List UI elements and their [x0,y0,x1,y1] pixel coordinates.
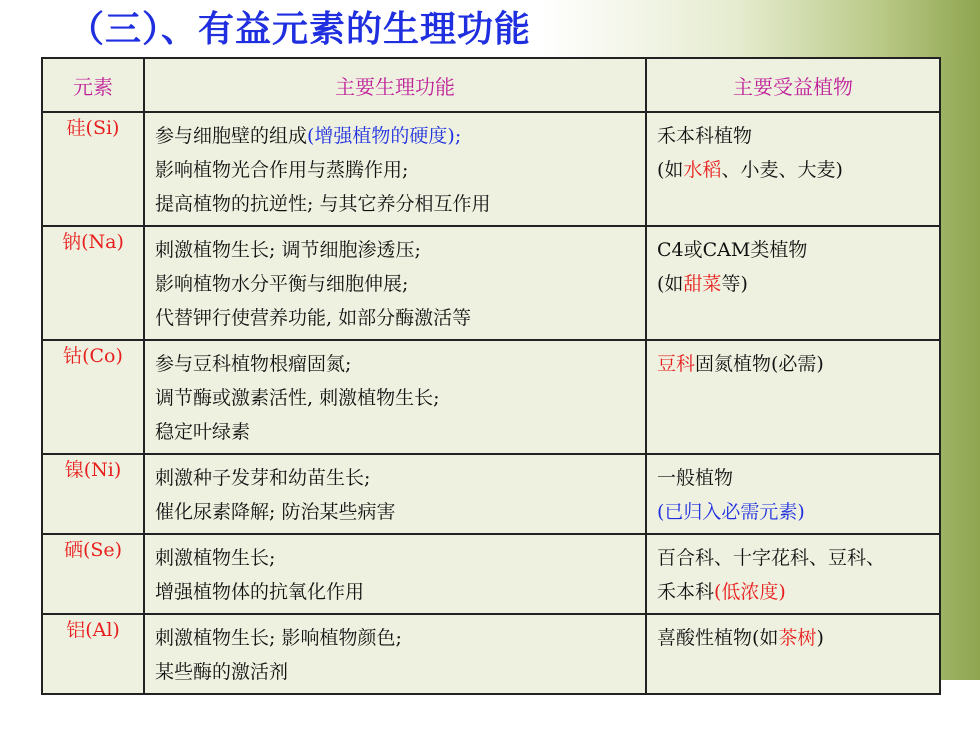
highlight-text: (低浓度) [714,581,786,603]
plants-line: 禾本科植物 [657,125,753,147]
function-line: 刺激植物生长; 影响植物颜色; [155,627,402,649]
function-line: 增强植物体的抗氧化作用 [155,581,365,603]
highlight-text: 甜菜 [683,273,722,295]
function-line: 参与细胞壁的组成(增强植物的硬度); [155,125,462,147]
element-cell: 钴(Co) [42,340,144,454]
table-row [42,340,940,454]
table-row [42,534,940,614]
function-line: 调节酶或激素活性, 刺激植物生长; [155,387,440,409]
plants-line: 一般植物 [657,467,734,489]
plants-line: 禾本科(低浓度) [657,581,786,603]
plants-line: 百合科、十字花科、豆科、 [657,547,886,569]
element-cell: 铝(Al) [42,614,144,694]
function-line: 稳定叶绿素 [155,421,251,443]
function-line: 提高植物的抗逆性; 与其它养分相互作用 [155,193,491,215]
function-line: 代替钾行使营养功能, 如部分酶激活等 [155,307,472,329]
function-cell [144,614,646,694]
plants-line: 喜酸性植物(如茶树) [657,627,824,649]
plants-cell [646,614,940,694]
table-row [42,454,940,534]
slide-title: （三）、有益元素的生理功能 [68,9,532,50]
plants-cell [646,340,940,454]
plants-cell [646,112,940,226]
function-cell [144,112,646,226]
plants-cell [646,226,940,340]
header-plants: 主要受益植物 [646,58,940,112]
function-line: 影响植物光合作用与蒸腾作用; [155,159,409,181]
highlight-text: 水稻 [683,159,722,181]
element-cell: 钠(Na) [42,226,144,340]
plants-cell [646,534,940,614]
header-row [42,58,940,112]
function-cell [144,226,646,340]
highlight-text: 茶树 [778,627,817,649]
function-line: 催化尿素降解; 防治某些病害 [155,501,396,523]
element-cell: 硒(Se) [42,534,144,614]
function-line: 影响植物水分平衡与细胞伸展; [155,273,409,295]
function-line: 某些酶的激活剂 [155,661,289,683]
header-function: 主要生理功能 [144,58,646,112]
table-row [42,112,940,226]
table-row [42,226,940,340]
plants-line: (如水稻、小麦、大麦) [657,159,843,181]
plants-cell [646,454,940,534]
function-line: 刺激植物生长; [155,547,276,569]
highlight-text: 豆科 [657,353,696,375]
table-row [42,614,940,694]
highlight-text: (增强植物的硬度); [307,125,462,147]
function-cell [144,534,646,614]
function-cell [144,340,646,454]
function-line: 刺激种子发芽和幼苗生长; [155,467,371,489]
plants-line: (如甜菜等) [657,273,748,295]
function-cell [144,454,646,534]
plants-line: C4或CAM类植物 [657,239,808,261]
element-cell: 硅(Si) [42,112,144,226]
beneficial-elements-table [41,57,941,695]
plants-line: 豆科固氮植物(必需) [657,353,824,375]
function-line: 参与豆科植物根瘤固氮; [155,353,352,375]
plants-line: (已归入必需元素) [657,501,805,523]
element-cell: 镍(Ni) [42,454,144,534]
function-line: 刺激植物生长; 调节细胞渗透压; [155,239,421,261]
header-element: 元素 [42,58,144,112]
